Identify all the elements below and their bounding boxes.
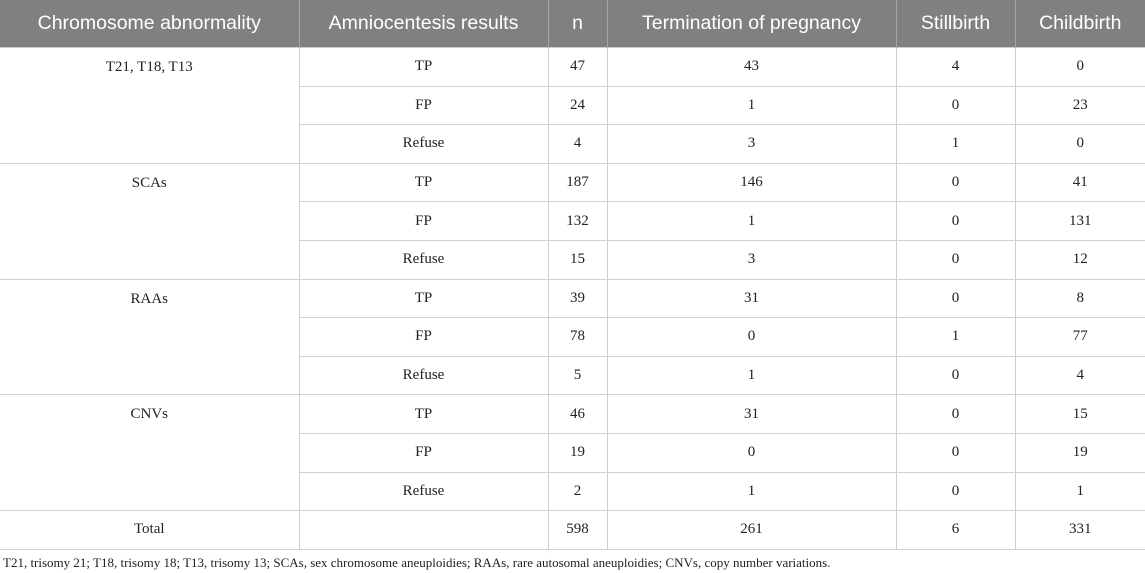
cell-childbirth: 131 <box>1015 202 1145 241</box>
cell-n: 187 <box>548 163 607 202</box>
header-stillbirth: Stillbirth <box>896 0 1015 48</box>
cell-childbirth: 8 <box>1015 279 1145 318</box>
cell-stillbirth: 0 <box>896 202 1015 241</box>
cell-termination: 1 <box>607 202 896 241</box>
cell-childbirth: 77 <box>1015 318 1145 357</box>
cell-termination: 43 <box>607 48 896 87</box>
cell-n: 132 <box>548 202 607 241</box>
cell-stillbirth: 4 <box>896 48 1015 87</box>
cell-childbirth: 4 <box>1015 356 1145 395</box>
total-result <box>299 511 548 550</box>
cell-stillbirth: 0 <box>896 433 1015 472</box>
table-row <box>0 279 1145 318</box>
total-stillbirth: 6 <box>896 511 1015 550</box>
cell-result: FP <box>299 318 548 357</box>
cell-result: Refuse <box>299 472 548 511</box>
cell-termination: 3 <box>607 125 896 164</box>
table-row <box>0 48 1145 87</box>
header-termination-of-pregnancy: Termination of pregnancy <box>607 0 896 48</box>
cell-stillbirth: 0 <box>896 472 1015 511</box>
cell-stillbirth: 1 <box>896 125 1015 164</box>
cell-stillbirth: 0 <box>896 356 1015 395</box>
cell-n: 15 <box>548 240 607 279</box>
cell-n: 78 <box>548 318 607 357</box>
cell-result: Refuse <box>299 240 548 279</box>
header-amniocentesis-results: Amniocentesis results <box>299 0 548 48</box>
group-label: SCAs <box>0 163 299 279</box>
header-n: n <box>548 0 607 48</box>
table-row <box>0 163 1145 202</box>
cell-childbirth: 0 <box>1015 125 1145 164</box>
cell-n: 2 <box>548 472 607 511</box>
cell-n: 39 <box>548 279 607 318</box>
cell-stillbirth: 1 <box>896 318 1015 357</box>
cell-termination: 0 <box>607 433 896 472</box>
table-row <box>0 395 1145 434</box>
cell-n: 4 <box>548 125 607 164</box>
total-row <box>0 511 1145 550</box>
cell-n: 24 <box>548 86 607 125</box>
cell-n: 46 <box>548 395 607 434</box>
header-row <box>0 0 1145 48</box>
group-label: T21, T18, T13 <box>0 48 299 164</box>
total-termination: 261 <box>607 511 896 550</box>
cell-result: TP <box>299 279 548 318</box>
cell-result: TP <box>299 48 548 87</box>
cell-childbirth: 23 <box>1015 86 1145 125</box>
total-label: Total <box>0 511 299 550</box>
cell-stillbirth: 0 <box>896 395 1015 434</box>
table-footnote: T21, trisomy 21; T18, trisomy 18; T13, trisomy 13; SCAs, sex chromosome aneuploidies; RAAs, rare autosomal aneuploidies; CNVs, copy number variations. <box>3 555 831 570</box>
cell-termination: 146 <box>607 163 896 202</box>
cell-termination: 1 <box>607 356 896 395</box>
cell-result: Refuse <box>299 356 548 395</box>
cell-termination: 31 <box>607 395 896 434</box>
cell-childbirth: 0 <box>1015 48 1145 87</box>
cell-n: 5 <box>548 356 607 395</box>
cell-n: 19 <box>548 433 607 472</box>
cell-result: TP <box>299 163 548 202</box>
cell-termination: 3 <box>607 240 896 279</box>
cell-stillbirth: 0 <box>896 86 1015 125</box>
cell-result: TP <box>299 395 548 434</box>
cell-childbirth: 1 <box>1015 472 1145 511</box>
cell-result: FP <box>299 86 548 125</box>
cell-result: FP <box>299 202 548 241</box>
cell-termination: 31 <box>607 279 896 318</box>
cell-childbirth: 41 <box>1015 163 1145 202</box>
header-chromosome-abnormality: Chromosome abnormality <box>0 0 299 48</box>
cell-termination: 1 <box>607 472 896 511</box>
cell-result: FP <box>299 433 548 472</box>
group-label: RAAs <box>0 279 299 395</box>
group-label: CNVs <box>0 395 299 511</box>
cell-childbirth: 15 <box>1015 395 1145 434</box>
cell-termination: 0 <box>607 318 896 357</box>
cell-result: Refuse <box>299 125 548 164</box>
cell-stillbirth: 0 <box>896 279 1015 318</box>
cell-n: 47 <box>548 48 607 87</box>
cell-stillbirth: 0 <box>896 240 1015 279</box>
header-childbirth: Childbirth <box>1015 0 1145 48</box>
total-n: 598 <box>548 511 607 550</box>
cell-termination: 1 <box>607 86 896 125</box>
cell-childbirth: 19 <box>1015 433 1145 472</box>
cell-stillbirth: 0 <box>896 163 1015 202</box>
total-childbirth: 331 <box>1015 511 1145 550</box>
cell-childbirth: 12 <box>1015 240 1145 279</box>
